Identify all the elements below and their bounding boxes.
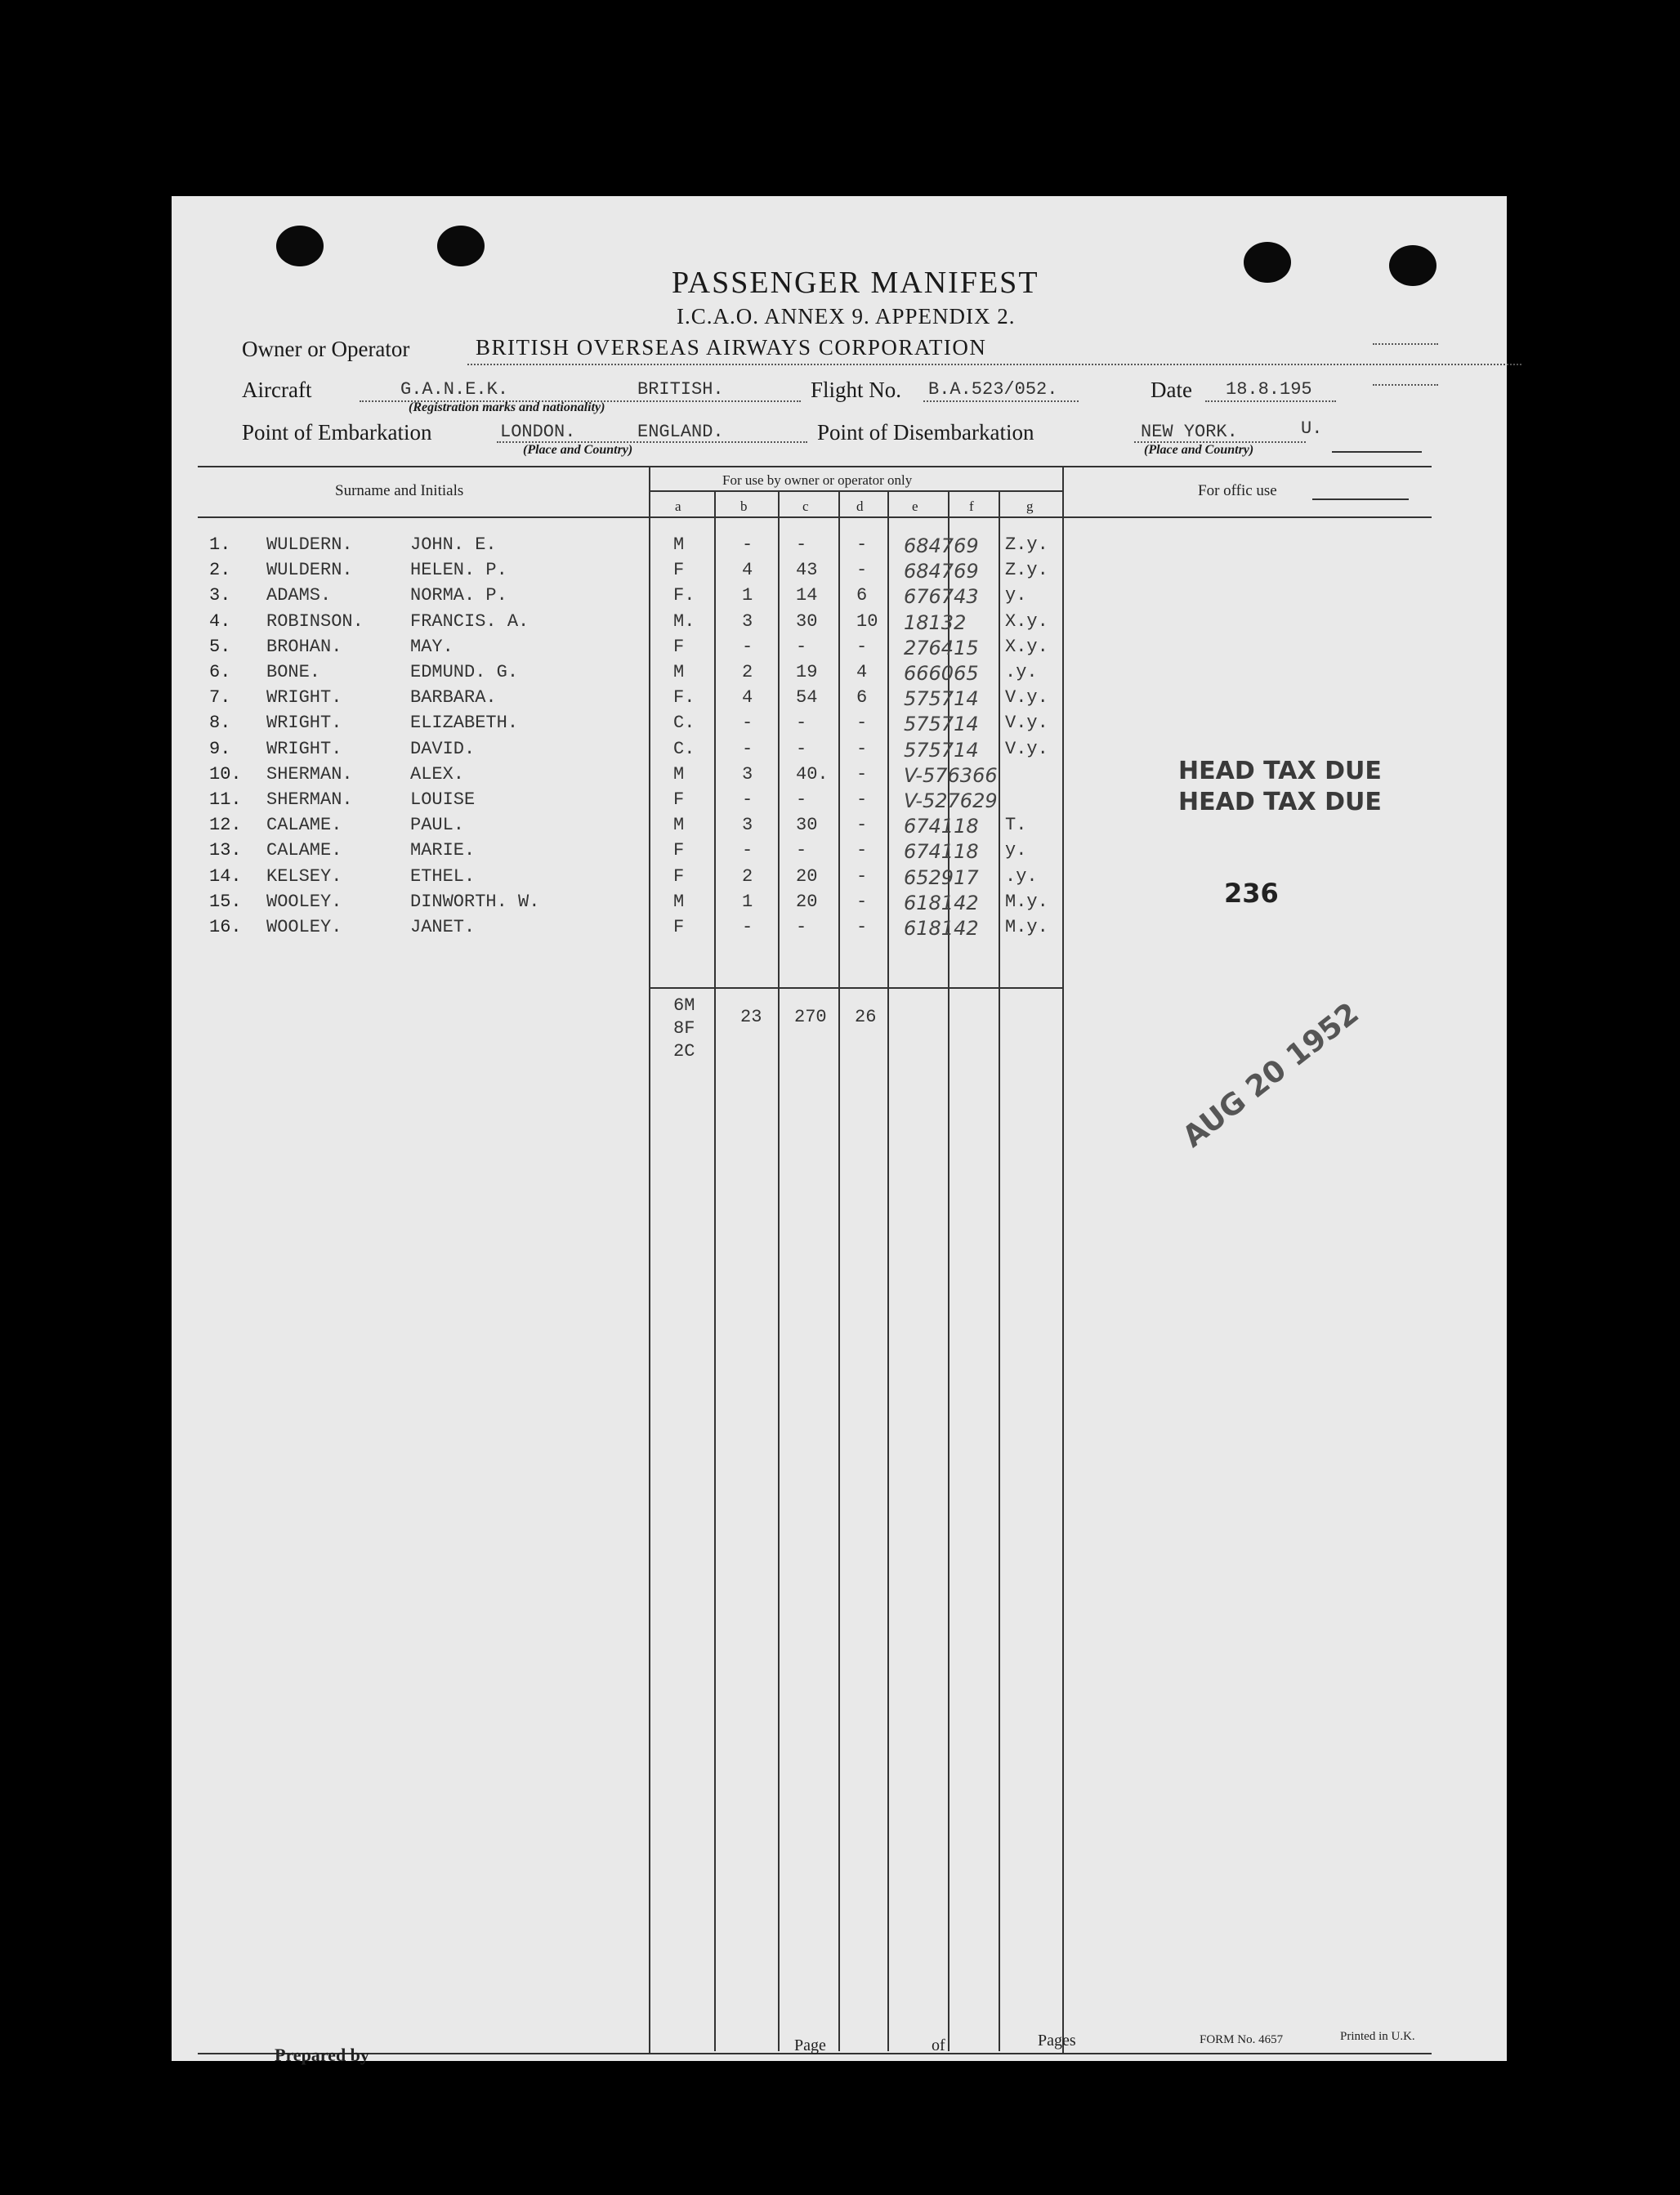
cell-b: - bbox=[742, 534, 753, 555]
row-number: 13. bbox=[209, 840, 242, 861]
cell-a: F bbox=[673, 840, 685, 861]
cell-g: X.y. bbox=[1005, 610, 1048, 632]
col-header-a: a bbox=[675, 498, 681, 514]
passenger-given-names: JANET. bbox=[410, 917, 476, 937]
passenger-given-names: MAY. bbox=[410, 636, 454, 657]
disembark-rule bbox=[1134, 441, 1306, 443]
aircraft-nationality: BRITISH. bbox=[637, 379, 724, 400]
total-a-female: 8F bbox=[673, 1018, 695, 1039]
cell-d: - bbox=[856, 560, 868, 581]
cell-d: - bbox=[856, 789, 868, 810]
page-label: Page bbox=[794, 2036, 826, 2054]
cell-d: 10 bbox=[856, 610, 878, 632]
cell-c: 30 bbox=[796, 610, 818, 632]
passenger-surname: BONE. bbox=[266, 662, 321, 682]
cell-ef: 575714 bbox=[904, 713, 979, 736]
disembark-suffix: U. bbox=[1301, 418, 1323, 439]
cell-b: - bbox=[742, 789, 753, 810]
cell-ef: 674118 bbox=[904, 815, 979, 838]
cell-a: M bbox=[673, 891, 685, 912]
row-number: 3. bbox=[209, 585, 231, 606]
col-divider bbox=[887, 490, 889, 2051]
passenger-surname: WRIGHT. bbox=[266, 738, 342, 759]
passenger-surname: WRIGHT. bbox=[266, 687, 342, 709]
cell-g: .y. bbox=[1005, 662, 1038, 682]
col-header-b: b bbox=[740, 498, 748, 514]
col-header-e: e bbox=[912, 498, 918, 514]
row-number: 10. bbox=[209, 763, 242, 785]
cell-c: - bbox=[796, 713, 807, 734]
passenger-given-names: MARIE. bbox=[410, 840, 476, 861]
passenger-given-names: ETHEL. bbox=[410, 865, 476, 887]
cell-c: - bbox=[796, 534, 807, 555]
cell-g: T. bbox=[1005, 815, 1027, 836]
col-header-f: f bbox=[969, 498, 974, 514]
col-header-g: g bbox=[1026, 498, 1034, 514]
cell-ef: 618142 bbox=[904, 917, 979, 940]
cell-d: - bbox=[856, 763, 868, 785]
date-rule bbox=[1205, 400, 1336, 402]
date-value: 18.8.195 bbox=[1226, 379, 1312, 400]
cell-ef: 276415 bbox=[904, 636, 979, 659]
name-column-header: Surname and Initials bbox=[335, 482, 464, 499]
cell-d: - bbox=[856, 738, 868, 759]
cell-d: - bbox=[856, 891, 868, 912]
cell-ef: 618142 bbox=[904, 891, 979, 914]
passenger-surname: CALAME. bbox=[266, 815, 342, 836]
embark-country: ENGLAND. bbox=[637, 422, 724, 442]
passenger-given-names: DAVID. bbox=[410, 738, 476, 759]
passenger-given-names: EDMUND. G. bbox=[410, 662, 519, 682]
cell-g: M.y. bbox=[1005, 891, 1048, 912]
table-top-rule bbox=[198, 466, 1432, 467]
passenger-surname: WOOLEY. bbox=[266, 891, 342, 912]
flight-label: Flight No. bbox=[811, 378, 902, 402]
cell-d: 6 bbox=[856, 585, 868, 606]
passenger-given-names: DINWORTH. W. bbox=[410, 891, 540, 912]
cell-c: 30 bbox=[796, 815, 818, 836]
passenger-surname: KELSEY. bbox=[266, 865, 342, 887]
cell-b: - bbox=[742, 840, 753, 861]
cell-ef: V-576366 bbox=[904, 763, 998, 787]
cell-b: - bbox=[742, 917, 753, 937]
cell-c: - bbox=[796, 738, 807, 759]
printed-in: Printed in U.K. bbox=[1340, 2030, 1415, 2043]
passenger-surname: SHERMAN. bbox=[266, 789, 353, 810]
cell-b: - bbox=[742, 713, 753, 734]
cell-c: - bbox=[796, 789, 807, 810]
cell-d: - bbox=[856, 713, 868, 734]
date-label: Date bbox=[1151, 378, 1192, 402]
cell-g: Z.y. bbox=[1005, 534, 1048, 555]
cell-b: 3 bbox=[742, 763, 753, 785]
col-header-d: d bbox=[856, 498, 864, 514]
punch-hole bbox=[1389, 245, 1436, 286]
cell-c: - bbox=[796, 917, 807, 937]
prepared-by-label: Prepared by bbox=[275, 2045, 369, 2065]
col-divider bbox=[778, 490, 780, 2051]
cell-ef: 652917 bbox=[904, 865, 979, 889]
punch-hole bbox=[276, 226, 324, 266]
cell-g: V.y. bbox=[1005, 713, 1048, 734]
disembark-value: NEW YORK. bbox=[1141, 422, 1238, 442]
blank-rule bbox=[1373, 343, 1438, 345]
row-number: 9. bbox=[209, 738, 231, 759]
row-number: 16. bbox=[209, 917, 242, 937]
cell-ef: 674118 bbox=[904, 840, 979, 864]
embark-label: Point of Embarkation bbox=[242, 420, 432, 445]
cell-a: F bbox=[673, 917, 685, 937]
passenger-given-names: BARBARA. bbox=[410, 687, 497, 709]
total-b: 23 bbox=[740, 1007, 762, 1027]
cell-d: - bbox=[856, 865, 868, 887]
passenger-surname: ADAMS. bbox=[266, 585, 332, 606]
passenger-surname: CALAME. bbox=[266, 840, 342, 861]
cell-d: - bbox=[856, 815, 868, 836]
owner-rule bbox=[467, 364, 1521, 365]
total-a-male: 6M bbox=[673, 995, 695, 1016]
cell-g: V.y. bbox=[1005, 738, 1048, 759]
date-stamp: AUG 20 1952 bbox=[1177, 996, 1365, 1155]
cell-d: - bbox=[856, 840, 868, 861]
col-divider bbox=[999, 490, 1000, 2051]
passenger-surname: WRIGHT. bbox=[266, 713, 342, 734]
passenger-surname: WULDERN. bbox=[266, 534, 353, 555]
cell-d: - bbox=[856, 534, 868, 555]
cell-ef: V-527629 bbox=[904, 789, 998, 812]
cell-a: M bbox=[673, 662, 685, 682]
cell-a: M. bbox=[673, 610, 695, 632]
totals-rule bbox=[649, 987, 1062, 989]
cell-c: 19 bbox=[796, 662, 818, 682]
cell-d: - bbox=[856, 636, 868, 657]
flight-rule bbox=[923, 400, 1079, 402]
aircraft-rule bbox=[360, 400, 801, 402]
official-column-header: For offic use bbox=[1198, 482, 1277, 499]
cell-b: 3 bbox=[742, 815, 753, 836]
cell-d: - bbox=[856, 917, 868, 937]
owner-value: BRITISH OVERSEAS AIRWAYS CORPORATION bbox=[476, 335, 987, 360]
blank-rule bbox=[1332, 451, 1422, 453]
cell-a: F. bbox=[673, 687, 695, 709]
passenger-given-names: JOHN. E. bbox=[410, 534, 497, 555]
disembark-label: Point of Disembarkation bbox=[817, 420, 1034, 445]
col-divider bbox=[714, 490, 716, 2051]
passenger-given-names: ELIZABETH. bbox=[410, 713, 519, 734]
cell-ef: 666065 bbox=[904, 662, 979, 685]
cell-a: F bbox=[673, 636, 685, 657]
cell-ef: 676743 bbox=[904, 585, 979, 609]
form-title: PASSENGER MANIFEST bbox=[672, 266, 1039, 300]
passenger-given-names: PAUL. bbox=[410, 815, 465, 836]
row-number: 6. bbox=[209, 662, 231, 682]
passenger-given-names: LOUISE bbox=[410, 789, 476, 810]
row-number: 7. bbox=[209, 687, 231, 709]
cell-d: 6 bbox=[856, 687, 868, 709]
cell-c: - bbox=[796, 840, 807, 861]
aircraft-value: G.A.N.E.K. bbox=[400, 379, 509, 400]
aircraft-note: (Registration marks and nationality) bbox=[409, 400, 605, 414]
aircraft-label: Aircraft bbox=[242, 378, 312, 402]
cell-ef: 684769 bbox=[904, 534, 979, 557]
passenger-given-names: FRANCIS. A. bbox=[410, 610, 529, 632]
embark-value: LONDON. bbox=[500, 422, 576, 442]
passenger-surname: SHERMAN. bbox=[266, 763, 353, 785]
cell-g: X.y. bbox=[1005, 636, 1048, 657]
cell-c: - bbox=[796, 636, 807, 657]
blank-rule bbox=[1373, 384, 1438, 386]
cell-b: 2 bbox=[742, 865, 753, 887]
cell-ef: 18132 bbox=[904, 610, 967, 634]
total-d: 26 bbox=[855, 1007, 877, 1027]
cell-b: 3 bbox=[742, 610, 753, 632]
row-number: 11. bbox=[209, 789, 242, 810]
embark-note: (Place and Country) bbox=[523, 443, 633, 457]
col-divider bbox=[649, 467, 650, 2053]
cell-b: 1 bbox=[742, 891, 753, 912]
cell-g: Z.y. bbox=[1005, 560, 1048, 581]
form-number: FORM No. 4657 bbox=[1200, 2033, 1284, 2046]
cell-c: 20 bbox=[796, 865, 818, 887]
flight-value: B.A.523/052. bbox=[928, 379, 1058, 400]
passenger-surname: BROHAN. bbox=[266, 636, 342, 657]
official-rule bbox=[1312, 498, 1409, 500]
cell-g: y. bbox=[1005, 840, 1027, 861]
row-number: 14. bbox=[209, 865, 242, 887]
embark-rule bbox=[497, 441, 807, 443]
cell-a: F bbox=[673, 560, 685, 581]
row-number: 1. bbox=[209, 534, 231, 555]
punch-hole bbox=[1244, 242, 1291, 283]
cell-a: F bbox=[673, 865, 685, 887]
cell-g: V.y. bbox=[1005, 687, 1048, 709]
manifest-page bbox=[172, 196, 1507, 2065]
cell-g: M.y. bbox=[1005, 917, 1048, 937]
passenger-surname: WULDERN. bbox=[266, 560, 353, 581]
col-header-c: c bbox=[802, 498, 809, 514]
col-divider bbox=[1062, 467, 1064, 2053]
cell-a: C. bbox=[673, 713, 695, 734]
cell-b: 4 bbox=[742, 687, 753, 709]
cell-ef: 575714 bbox=[904, 687, 979, 711]
row-number: 12. bbox=[209, 815, 242, 836]
cell-ef: 684769 bbox=[904, 560, 979, 583]
row-number: 4. bbox=[209, 610, 231, 632]
row-number: 8. bbox=[209, 713, 231, 734]
of-label: of bbox=[932, 2036, 945, 2054]
operator-header-rule bbox=[649, 490, 1062, 492]
passenger-given-names: HELEN. P. bbox=[410, 560, 507, 581]
total-c: 270 bbox=[794, 1007, 827, 1027]
cell-d: 4 bbox=[856, 662, 868, 682]
passenger-given-names: ALEX. bbox=[410, 763, 465, 785]
cell-ef: 575714 bbox=[904, 738, 979, 762]
cell-g: y. bbox=[1005, 585, 1027, 606]
table-header-rule bbox=[198, 516, 1432, 518]
cell-b: 2 bbox=[742, 662, 753, 682]
cell-b: - bbox=[742, 636, 753, 657]
head-tax-stamp: HEAD TAX DUE bbox=[1178, 788, 1382, 816]
disembark-note: (Place and Country) bbox=[1144, 443, 1254, 457]
cell-a: M bbox=[673, 534, 685, 555]
cell-b: - bbox=[742, 738, 753, 759]
cell-c: 14 bbox=[796, 585, 818, 606]
row-number: 2. bbox=[209, 560, 231, 581]
total-a-child: 2C bbox=[673, 1041, 695, 1062]
cell-b: 4 bbox=[742, 560, 753, 581]
cell-c: 54 bbox=[796, 687, 818, 709]
punch-hole bbox=[437, 226, 485, 266]
cell-g: .y. bbox=[1005, 865, 1038, 887]
cell-a: M bbox=[673, 763, 685, 785]
cell-c: 43 bbox=[796, 560, 818, 581]
number-stamp: 236 bbox=[1224, 878, 1279, 909]
owner-label: Owner or Operator bbox=[242, 337, 410, 361]
pages-label: Pages bbox=[1038, 2032, 1076, 2050]
cell-a: M bbox=[673, 815, 685, 836]
cell-a: F bbox=[673, 789, 685, 810]
row-number: 15. bbox=[209, 891, 242, 912]
cell-b: 1 bbox=[742, 585, 753, 606]
form-subtitle: I.C.A.O. ANNEX 9. APPENDIX 2. bbox=[677, 304, 1016, 329]
row-number: 5. bbox=[209, 636, 231, 657]
passenger-given-names: NORMA. P. bbox=[410, 585, 507, 606]
cell-a: C. bbox=[673, 738, 695, 759]
operator-column-header: For use by owner or operator only bbox=[722, 472, 913, 488]
passenger-surname: ROBINSON. bbox=[266, 610, 364, 632]
cell-c: 40. bbox=[796, 763, 829, 785]
col-divider bbox=[838, 490, 840, 2051]
head-tax-stamp: HEAD TAX DUE bbox=[1178, 757, 1382, 785]
cell-a: F. bbox=[673, 585, 695, 606]
cell-c: 20 bbox=[796, 891, 818, 912]
passenger-surname: WOOLEY. bbox=[266, 917, 342, 937]
